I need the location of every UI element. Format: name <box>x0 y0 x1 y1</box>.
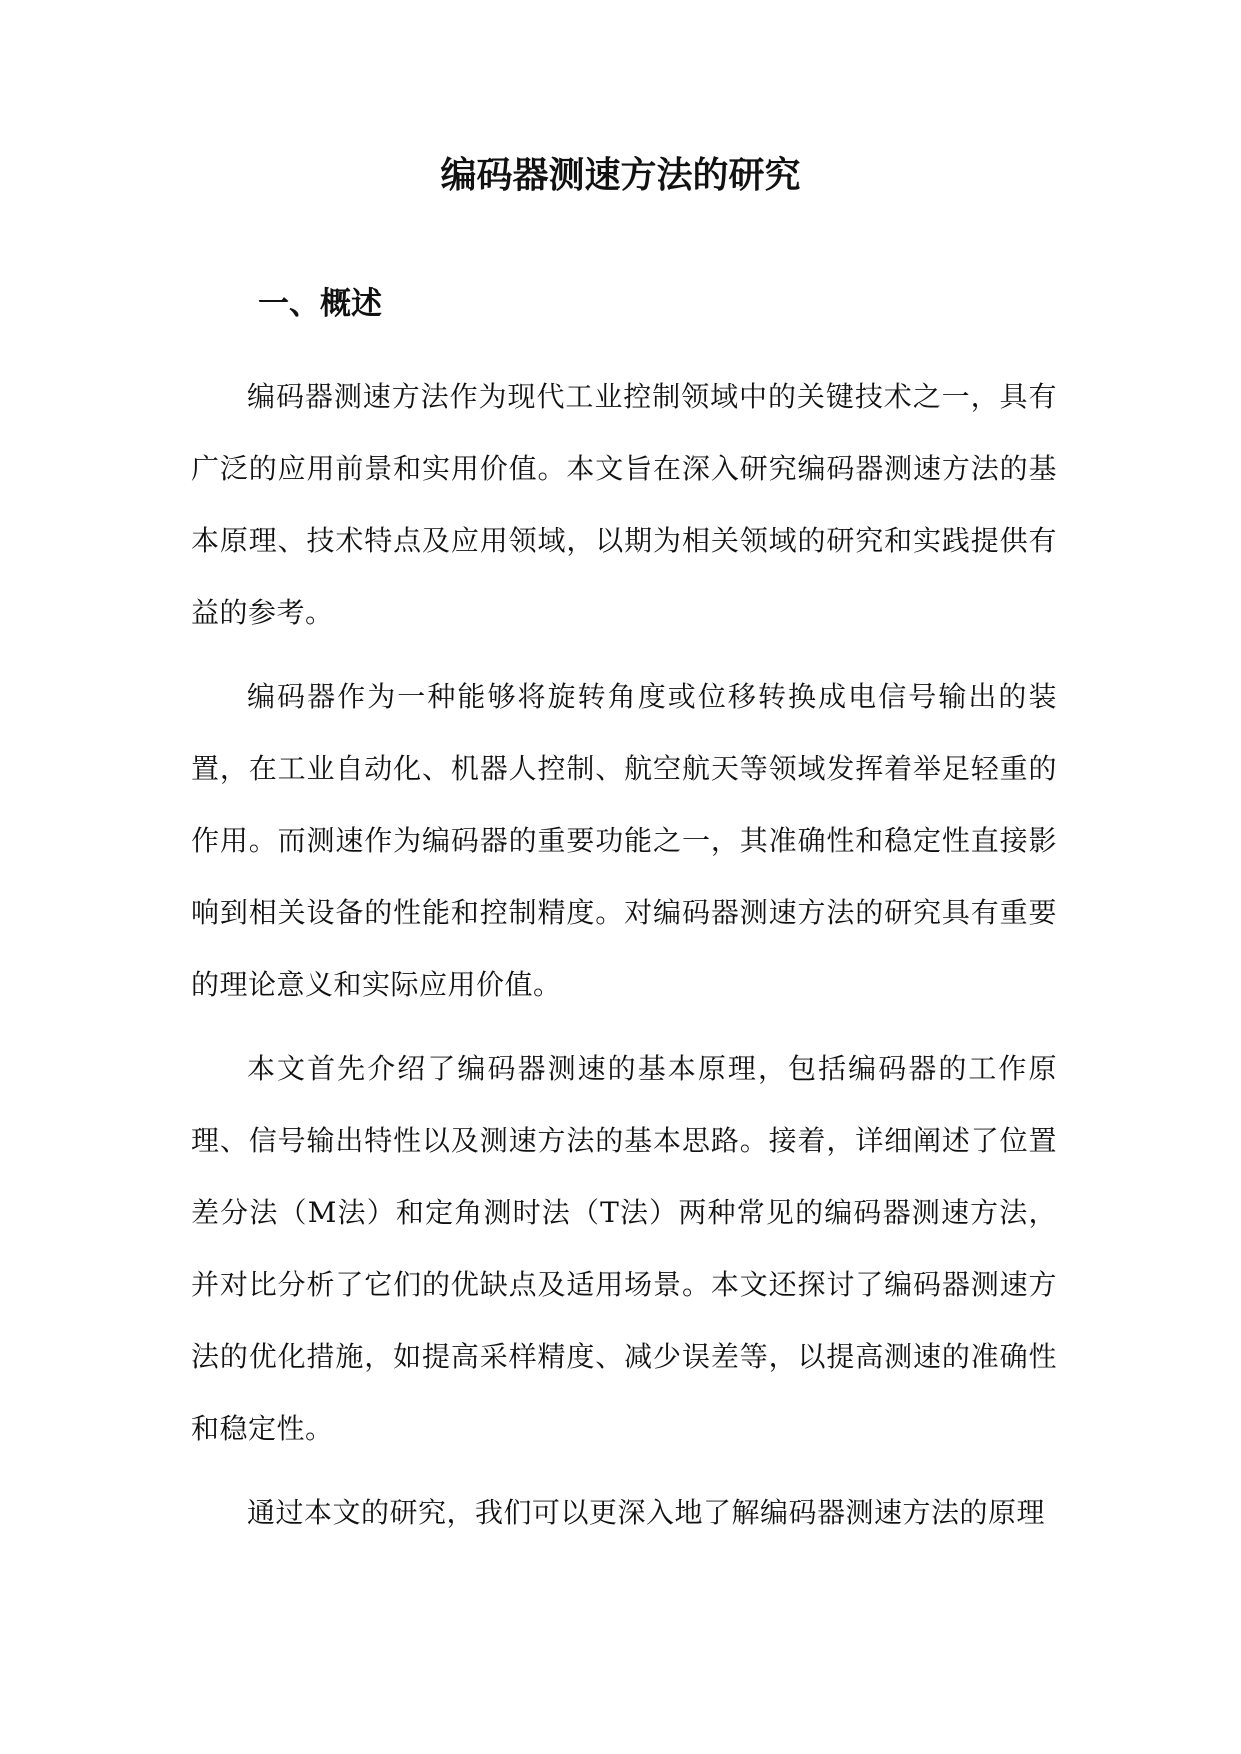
document-title: 编码器测速方法的研究 <box>440 154 801 196</box>
section-heading-overview: 一、概述 <box>258 286 382 322</box>
paragraph: 编码器测速方法作为现代工业控制领域中的关键技术之一，具有广泛的应用前景和实用价值。本文旨在深入研究编码器测速方法的基本原理、技术特点及应用领域，以期为相关领域的研究和实践提供有益的参考。 <box>191 380 1057 629</box>
paragraph: 通过本文的研究，我们可以更深入地了解编码器测速方法的原理 <box>247 1496 1046 1529</box>
body-text <box>191 361 1057 1561</box>
paragraph: 本文首先介绍了编码器测速的基本原理，包括编码器的工作原理、信号输出特性以及测速方法的基本思路。接着，详细阐述了位置差分法（M法）和定角测时法（T法）两种常见的编码器测速方法，并对比分析了它们的优缺点及适用场景。本文还探讨了编码器测速方法的优化措施，如提高采样精度、减少误差等，以提高测速的准确性和稳定性。 <box>191 1052 1057 1445</box>
paragraph: 编码器作为一种能够将旋转角度或位移转换成电信号输出的装置，在工业自动化、机器人控制、航空航天等领域发挥着举足轻重的作用。而测速作为编码器的重要功能之一，其准确性和稳定性直接影响到相关设备的性能和控制精度。对编码器测速方法的研究具有重要的理论意义和实际应用价值。 <box>191 680 1057 1001</box>
